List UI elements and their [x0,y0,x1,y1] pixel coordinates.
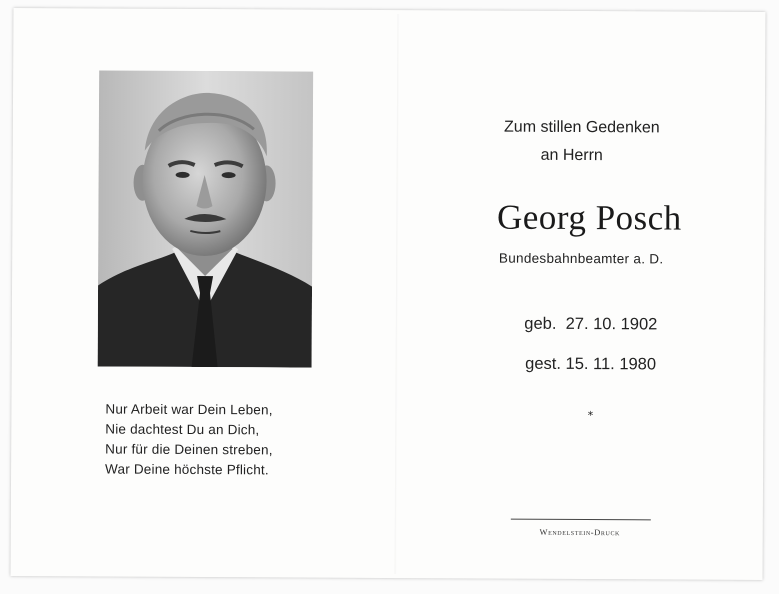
death-date: gest. 15. 11. 1980 [525,354,657,374]
memorial-card [11,8,766,580]
birth-date: geb. 27. 10. 1902 [524,314,658,334]
verse-line: Nur für die Deinen streben, [105,441,273,458]
deceased-name: Georg Posch [496,197,682,238]
verse-line: Nie dachtest Du an Dich, [105,421,260,438]
right-panel [397,10,766,580]
portrait-image [98,70,314,367]
printer-divider [511,519,651,521]
star-ornament: * [587,409,594,423]
memorial-heading: Zum stillen Gedenken [504,118,660,137]
verse-line: War Deine höchste Pflicht. [105,461,269,478]
deceased-occupation: Bundesbahnbeamter a. D. [498,250,664,267]
memorial-subheading: an Herrn [540,146,603,165]
portrait-photo [98,70,314,367]
verse [105,400,365,481]
left-panel [11,8,398,578]
printer-imprint: Wendelstein-Druck [539,526,621,538]
verse-line: Nur Arbeit war Dein Leben, [105,401,273,418]
